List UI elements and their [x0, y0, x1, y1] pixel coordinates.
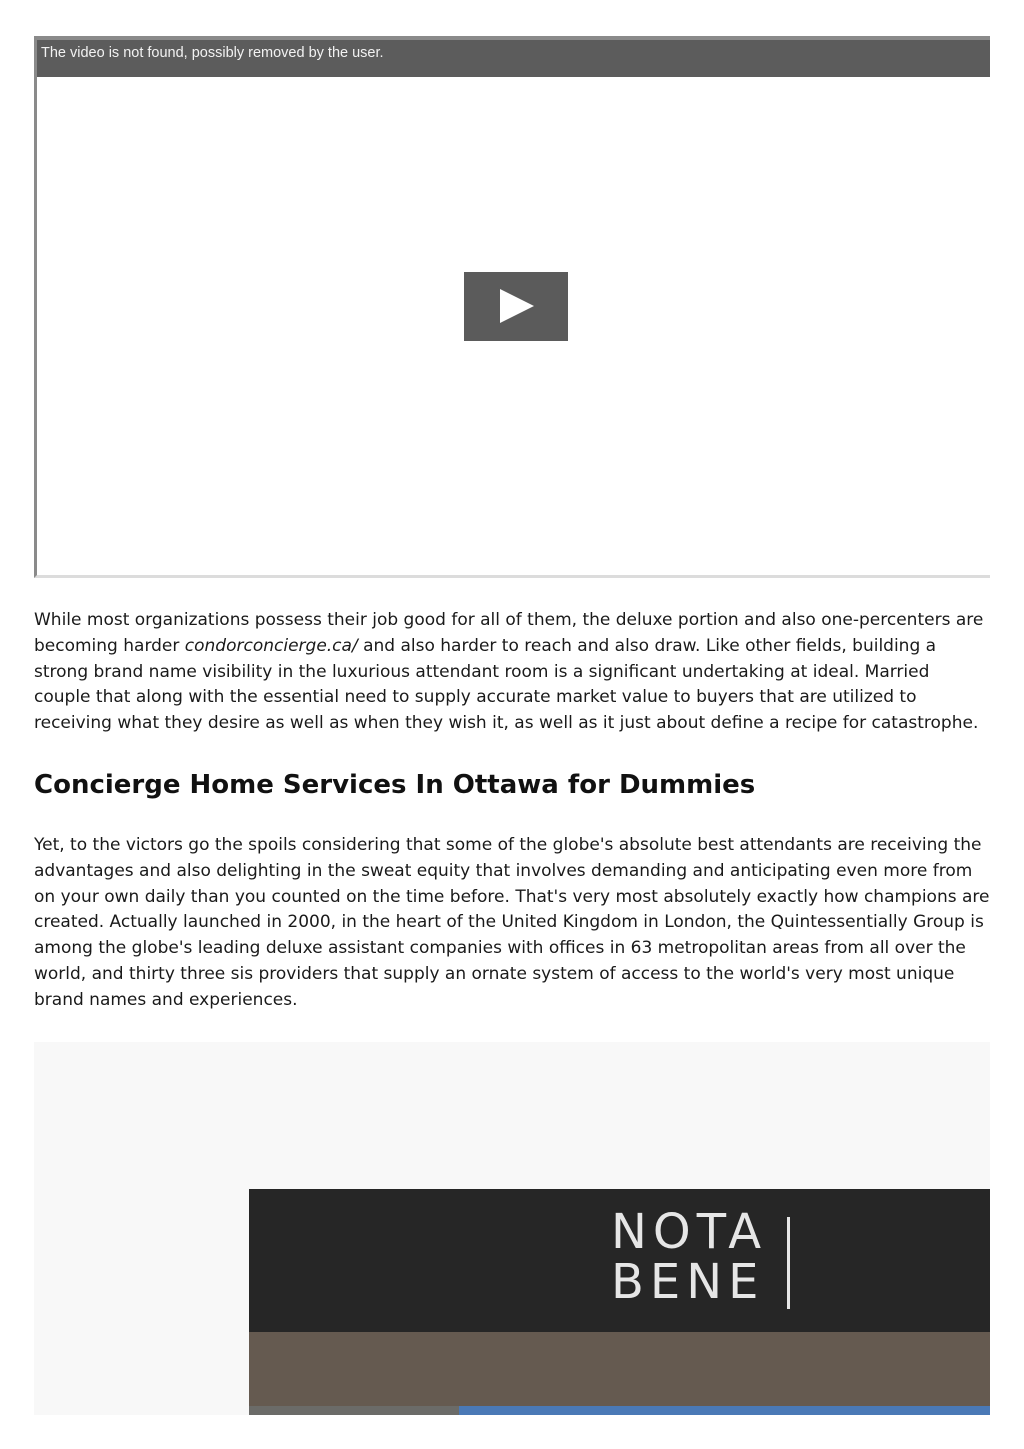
- video-error-bar: [37, 40, 990, 77]
- logo-line-2: BENE: [611, 1254, 765, 1310]
- video-embed[interactable]: [34, 36, 990, 578]
- paragraph-1-text-start: While most organizations possess their job good for all of them, the deluxe portion and also one-percenters are becoming harder: [34, 610, 984, 656]
- paragraph-1-text-end: and also harder to reach and also draw. Like other fields, building a strong brand name visibility in the luxurious attendant room is a significant undertaking at ideal. Married couple that along with the essential need to supply accurate market value to buyers that are utilized to receiving what they desire as well as when they wish it, as well as it just about define a recipe for catastrophe.: [34, 635, 979, 734]
- article-paragraph-1: [34, 608, 990, 737]
- article-paragraph-2: Yet, to the victors go the spoils considering that some of the globe's absolute best attendants are receiving the advantages and also delighting in the sweat equity that involves demanding and anticipating even more from on your own daily than you counted on the time before. That's very most absolutely exactly how champions are created. Actually launched in 2000, in the heart of the United Kingdom in London, the Quintessentially Group is among the globe's leading deluxe assistant companies with offices in 63 metropolitan areas from all over the world, and thirty three sis providers that supply an ornate system of access to the world's very most unique brand names and experiences.: [34, 835, 990, 1010]
- play-button[interactable]: [464, 272, 568, 341]
- brand-image-panel: [249, 1189, 990, 1415]
- section-heading: Concierge Home Services In Ottawa for Dummies: [34, 770, 756, 800]
- play-icon: [464, 272, 568, 341]
- logo-divider: [787, 1217, 790, 1309]
- nota-bene-logo: [611, 1204, 791, 1310]
- article-image: [34, 1042, 990, 1415]
- logo-line-1: NOTA: [611, 1204, 768, 1260]
- page: [34, 36, 990, 1310]
- site-link[interactable]: condorconcierge.ca/: [184, 635, 358, 656]
- brand-photo-strip-left: [249, 1406, 459, 1415]
- brand-brown-band: [249, 1332, 990, 1415]
- video-error-message: The video is not found, possibly removed by the user.: [41, 45, 384, 61]
